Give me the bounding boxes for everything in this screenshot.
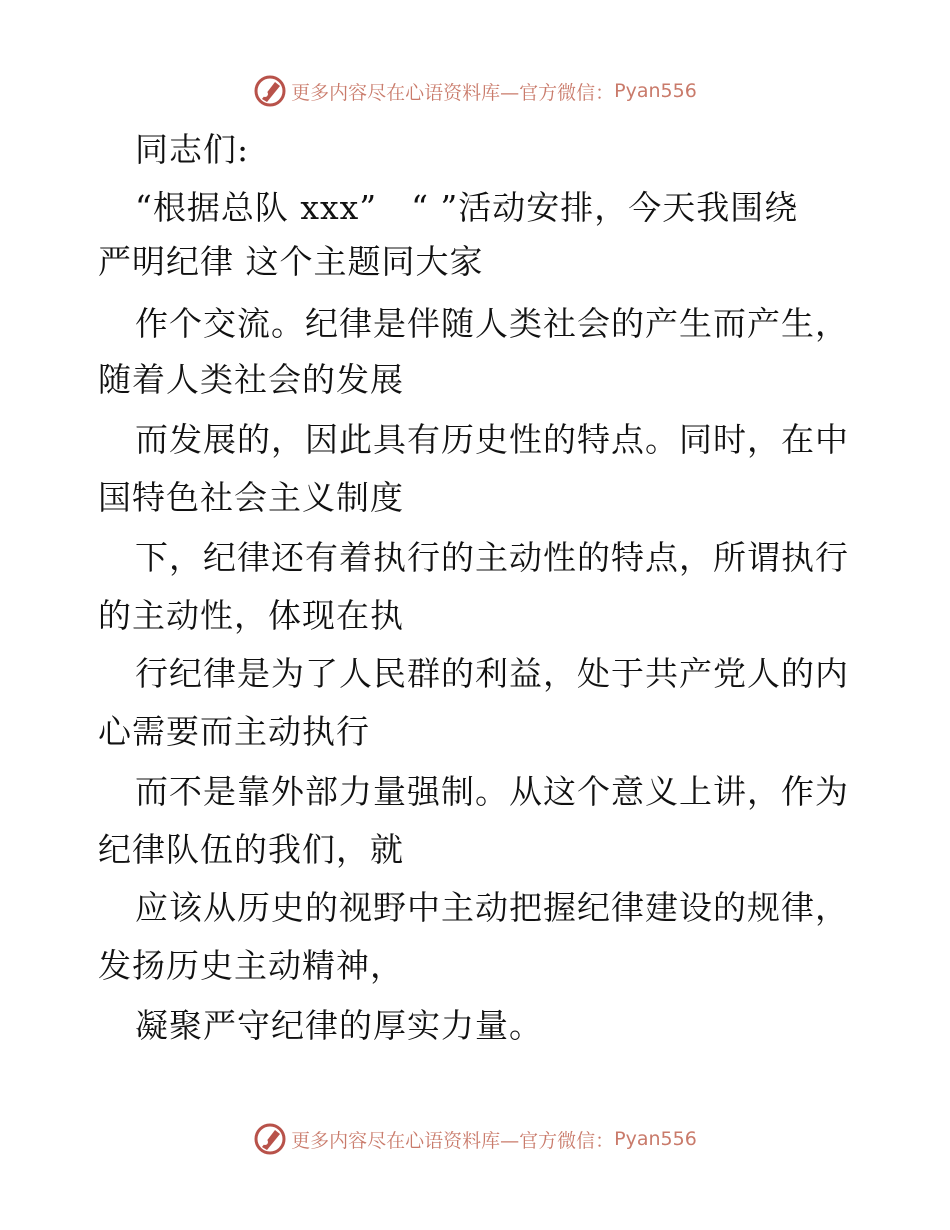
text-line: 的主动性，体现在执 xyxy=(98,596,404,635)
pen-logo-icon xyxy=(253,74,287,108)
banner-wechat-id: Pyan556 xyxy=(614,1128,697,1150)
text-line: 应该从历史的视野中主动把握纪律建设的规律， xyxy=(135,888,849,927)
text-line: 凝聚严守纪律的厚实力量。 xyxy=(135,1006,543,1045)
text-line: 同志们: xyxy=(135,130,250,169)
banner-text: 更多内容尽在心语资料库—官方微信： xyxy=(291,1129,615,1152)
footer-banner xyxy=(0,1119,950,1159)
text-line: 严明纪律 这个主题同大家 xyxy=(98,242,484,281)
text-line: 心需要而主动执行 xyxy=(98,712,370,751)
text-line: 行纪律是为了人民群的利益，处于共产党人的内 xyxy=(135,654,849,693)
pen-logo-icon xyxy=(253,1122,287,1156)
text-line: 随着人类社会的发展 xyxy=(98,360,404,399)
text-line: 国特色社会主义制度 xyxy=(98,478,404,517)
text-line: 发扬历史主动精神， xyxy=(98,946,404,985)
text-line: 下，纪律还有着执行的主动性的特点，所谓执行 xyxy=(135,538,849,577)
text-line: 作个交流。纪律是伴随人类社会的产生而产生， xyxy=(135,304,849,343)
text-line: 而发展的，因此具有历史性的特点。同时，在中 xyxy=(135,420,849,459)
text-line: “根据总队 xxx” “ ”活动安排，今天我围绕 xyxy=(135,188,799,227)
banner-wechat-id: Pyan556 xyxy=(614,80,697,102)
header-banner xyxy=(0,71,950,111)
banner-text: 更多内容尽在心语资料库—官方微信： xyxy=(291,81,615,104)
text-line: 纪律队伍的我们，就 xyxy=(98,830,404,869)
text-line: 而不是靠外部力量强制。从这个意义上讲，作为 xyxy=(135,772,849,811)
